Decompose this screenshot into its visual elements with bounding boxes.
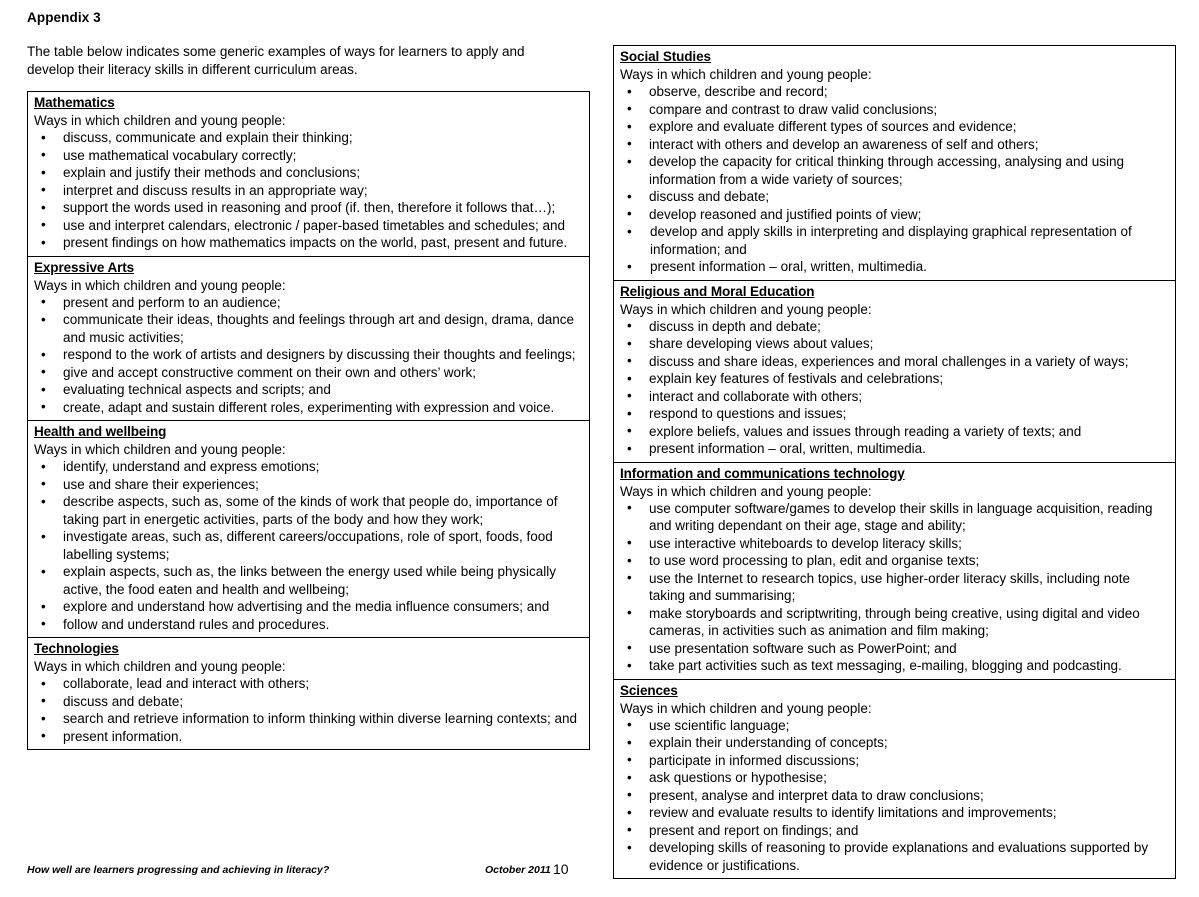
bullet-list [34,458,583,633]
section-religious-and-moral-education [614,281,1175,463]
list-item: • use interactive whiteboards to develop literacy skills; [620,535,1169,553]
list-item: • discuss and debate; [34,693,583,711]
list-item: • use and interpret calendars, electronic / paper-based timetables and schedules; and [34,217,583,235]
section-lead: Ways in which children and young people: [34,113,286,128]
list-item: • explore and evaluate different types of sources and evidence; [620,118,1169,136]
list-item: • investigate areas, such as, different careers/occupations, role of sport, foods, food labelling systems; [34,528,583,563]
section-lead: Ways in which children and young people: [620,483,872,499]
section-lead: Ways in which children and young people: [620,67,872,82]
list-item: • explain and justify their methods and conclusions; [34,164,583,182]
list-item: • present and report on findings; and [620,822,1169,840]
intro-paragraph: The table below indicates some generic examples of ways for learners to apply and develop their literacy skills in different curriculum areas. [27,44,525,77]
section-title: Information and communications technology [620,465,905,481]
list-item: • develop reasoned and justified points of view; [620,206,1169,224]
list-item: • explore beliefs, values and issues through reading a variety of texts; and [620,423,1169,441]
list-item: • develop the capacity for critical thinking through accessing, analysing and using information from a wide variety of sources; [620,153,1169,188]
section-title: Religious and Moral Education [620,283,815,299]
list-item: • developing skills of reasoning to provide explanations and evaluations supported by evidence or justifications. [620,839,1169,874]
bullet-list [620,717,1169,875]
list-item: • discuss in depth and debate; [620,318,1169,336]
list-item: • take part activities such as text messaging, e-mailing, blogging and podcasting. [620,657,1169,675]
list-item: • compare and contrast to draw valid conclusions; [620,101,1169,119]
list-item: • interpret and discuss results in an appropriate way; [34,182,583,200]
list-item: • respond to the work of artists and designers by discussing their thoughts and feelings; [34,346,583,364]
right-column-table [613,45,1176,879]
list-item: • discuss, communicate and explain their thinking; [34,129,583,147]
list-item: • give and accept constructive comment on their own and others’ work; [34,364,583,382]
list-item: • to use word processing to plan, edit and organise texts; [620,552,1169,570]
list-item: • communicate their ideas, thoughts and feelings through art and design, drama, dance and music activities; [34,311,583,346]
section-lead: Ways in which children and young people: [34,442,286,457]
list-item: • explain aspects, such as, the links between the energy used while being physically active, the food eaten and health and wellbeing; [34,563,583,598]
bullet-list [620,500,1169,675]
footer-document-title: How well are learners progressing and achieving in literacy? [27,864,330,876]
list-item: • present, analyse and interpret data to draw conclusions; [620,787,1169,805]
section-health-and-wellbeing [28,421,589,638]
section-mathematics [28,92,589,257]
section-title: Technologies [34,641,119,656]
page-title: Appendix 3 [27,10,101,25]
list-item: • describe aspects, such as, some of the kinds of work that people do, importance of taking part in energetic activities, parts of the body and how they work; [34,493,583,528]
list-item: • explain key features of festivals and celebrations; [620,370,1169,388]
section-title: Mathematics [34,95,115,110]
list-item: • evaluating technical aspects and scripts; and [34,381,583,399]
list-item: • present findings on how mathematics impacts on the world, past, present and future. [34,234,583,252]
section-lead: Ways in which children and young people: [34,277,286,293]
list-item: • discuss and share ideas, experiences and moral challenges in a variety of ways; [620,353,1169,371]
bullet-list [34,675,583,745]
section-sciences [614,680,1175,879]
section-technologies [28,638,589,749]
list-item: • explain their understanding of concepts; [620,734,1169,752]
list-item: • participate in informed discussions; [620,752,1169,770]
bullet-list [34,294,583,417]
list-item: • present information. [34,728,583,746]
section-title: Sciences [620,682,678,698]
left-column-table [27,91,590,750]
bullet-list [34,129,583,252]
footer-page-number: 10 [553,861,569,877]
page-footer [0,860,1199,890]
bullet-list [620,83,1169,276]
list-item: • discuss and debate; [620,188,1169,206]
list-item: • present information – oral, written, multimedia. [620,258,1169,276]
bullet-list [620,318,1169,458]
list-item: • observe, describe and record; [620,83,1169,101]
list-item: • review and evaluate results to identify limitations and improvements; [620,804,1169,822]
list-item: • share developing views about values; [620,335,1169,353]
list-item: • use presentation software such as PowerPoint; and [620,640,1169,658]
section-title: Health and wellbeing [34,424,167,439]
list-item: • search and retrieve information to inform thinking within diverse learning contexts; and [34,710,583,728]
list-item: • identify, understand and express emotions; [34,458,583,476]
list-item: • present information – oral, written, multimedia. [620,440,1169,458]
list-item: • ask questions or hypothesise; [620,769,1169,787]
section-social-studies [614,46,1175,281]
list-item: • support the words used in reasoning and proof (if. then, therefore it follows that…); [34,199,583,217]
list-item: • use computer software/games to develop their skills in language acquisition, reading and writing dependant on their age, stage and ability; [620,500,1169,535]
footer-date: October 2011 [485,864,551,876]
section-title: Social Studies [620,49,711,64]
list-item: • make storyboards and scriptwriting, through being creative, using digital and video cameras, in activities such as animation and film making; [620,605,1169,640]
list-item: • develop and apply skills in interpreting and displaying graphical representation of information; and [620,223,1169,258]
list-item: • explore and understand how advertising and the media influence consumers; and [34,598,583,616]
list-item: • create, adapt and sustain different roles, experimenting with expression and voice. [34,399,583,417]
list-item: • respond to questions and issues; [620,405,1169,423]
list-item: • use mathematical vocabulary correctly; [34,147,583,165]
list-item: • interact and collaborate with others; [620,388,1169,406]
section-lead: Ways in which children and young people: [34,659,286,674]
section-information-and-communications-technology [614,463,1175,680]
section-expressive-arts [28,257,589,422]
list-item: • use scientific language; [620,717,1169,735]
list-item: • use the Internet to research topics, use higher-order literacy skills, including note taking and summarising; [620,570,1169,605]
section-lead: Ways in which children and young people: [620,301,872,317]
list-item: • collaborate, lead and interact with others; [34,675,583,693]
list-item: • present and perform to an audience; [34,294,583,312]
list-item: • follow and understand rules and procedures. [34,616,583,634]
list-item: • interact with others and develop an awareness of self and others; [620,136,1169,154]
list-item: • use and share their experiences; [34,476,583,494]
section-lead: Ways in which children and young people: [620,700,872,716]
section-title: Expressive Arts [34,259,135,275]
